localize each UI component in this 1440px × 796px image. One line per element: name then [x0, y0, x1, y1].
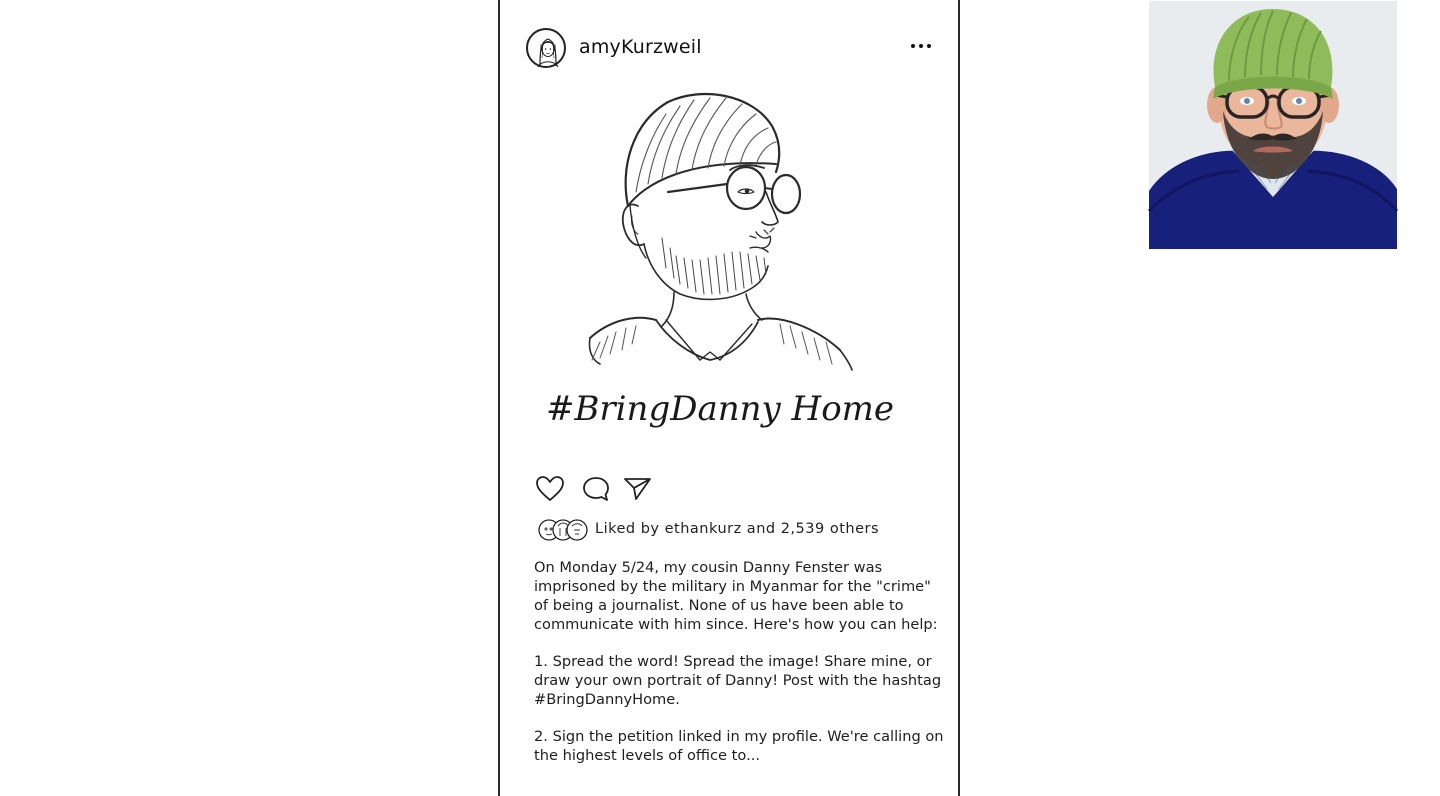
user-avatar[interactable] [526, 28, 566, 68]
post-image[interactable] [545, 88, 895, 453]
comment-icon[interactable] [581, 474, 611, 504]
sketch-portrait-illustration [545, 88, 895, 453]
more-options-icon[interactable] [909, 36, 933, 56]
likes-count-text[interactable]: Liked by ethankurz and 2,539 others [595, 521, 880, 537]
post-header [526, 28, 946, 68]
caption-paragraph: On Monday 5/24, my cousin Danny Fenster was imprisoned by the military in Myanmar for the "crime" of being a journalist. None of us have been able to communicate with him since. Here's how you can help: [534, 559, 938, 633]
post-username[interactable]: amyKurzweil [579, 36, 702, 58]
post-caption [534, 558, 946, 783]
caption-paragraph: 2. Sign the petition linked in my profile. We're calling on the highest levels of office to... [534, 728, 944, 764]
likes-row[interactable] [538, 518, 938, 544]
caption-paragraph: 1. Spread the word! Spread the image! Share mine, or draw your own portrait of Danny! Post with the hashtag #BringDannyHome. [534, 653, 942, 708]
color-portrait-image[interactable] [1149, 1, 1397, 249]
avatar-sketch-icon [528, 30, 568, 70]
like-heart-icon[interactable] [535, 474, 565, 504]
color-portrait-illustration [1149, 1, 1397, 249]
liker-avatars [538, 518, 592, 542]
send-icon[interactable] [623, 474, 653, 504]
image-hashtag: #BringDanny Home [545, 389, 895, 429]
action-bar [535, 474, 665, 504]
